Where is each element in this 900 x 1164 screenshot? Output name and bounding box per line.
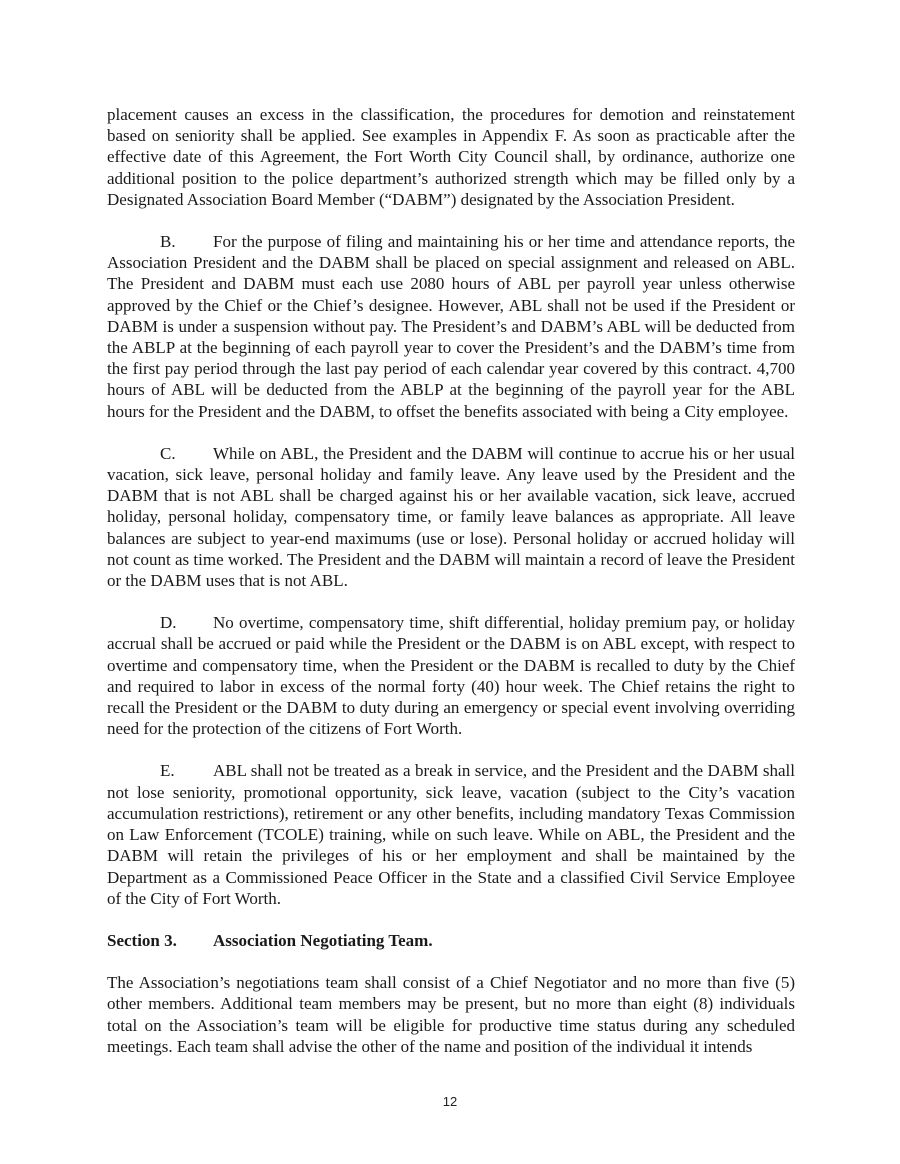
paragraph-c-text: While on ABL, the President and the DABM will continue to accrue his or her usual vacation, sick leave, personal holiday and family leave. Any leave used by the President and the DABM that is not ABL shall be charged against his or her available vacation, sick leave, accrued holiday, personal holiday, compensatory time, or family leave balances as appropriate. All leave balances are subject to year-end maximums (use or lose). Personal holiday or accrued holiday will not count as time worked. The President and the DABM will maintain a record of leave the President or the DABM uses that is not ABL.: [107, 443, 796, 591]
paragraph-c: [107, 443, 795, 591]
paragraph-d-text: No overtime, compensatory time, shift differential, holiday premium pay, or holiday accrual shall be accrued or paid while the President or the DABM is on ABL except, with respect to overtime and compensatory time, when the President or the DABM is recalled to duty by the Chief and required to labor in excess of the normal forty (40) hour week. The Chief retains the right to recall the President or the DABM to duty during an emergency or special event involving overriding need for the protection of the citizens of Fort Worth.: [107, 613, 795, 739]
paragraph-e: [107, 760, 795, 908]
paragraph-d: [107, 612, 795, 739]
section-3-title: Association Negotiating Team.: [213, 930, 433, 950]
paragraph-b: [107, 231, 795, 422]
paragraph-e-text: ABL shall not be treated as a break in service, and the President and the DABM shall not lose seniority, promotional opportunity, sick leave, vacation (subject to the City’s vacation accumulation restrictions), retirement or any other benefits, including mandatory Texas Commission on Law Enforcement (TCOLE) training, while on such leave. While on ABL, the President and the DABM will retain the privileges of his or her employment and shall be maintained by the Department as a Commissioned Peace Officer in the State and a classified Civil Service Employee of the City of Fort Worth.: [107, 761, 795, 908]
paragraph-e-letter: E.: [160, 761, 175, 781]
page-number: 12: [442, 1094, 458, 1109]
paragraph-b-text: For the purpose of filing and maintaining his or her time and attendance reports, the Association President and the DABM shall be placed on special assignment and released on ABL. The President and DABM must each use 2080 hours of ABL per payroll year unless otherwise approved by the Chief or the Chief’s designee. However, ABL shall not be used if the President or DABM is under a suspension without pay. The President’s and DABM’s ABL will be deducted from the ABLP at the beginning of each payroll year to cover the President’s and the DABM’s time from the first pay period through the last pay period of each calendar year covered by this contract. 4,700 hours of ABL will be deducted from the ABLP at the beginning of the payroll year for the ABL hours for the President and the DABM, to offset the benefits associated with being a City employee.: [107, 232, 795, 421]
paragraph-b-letter: B.: [160, 232, 176, 252]
intro-paragraph: placement causes an excess in the classification, the procedures for demotion and reinstatement based on seniority shall be applied. See examples in Appendix F. As soon as practicable after the effective date of this Agreement, the Fort Worth City Council shall, by ordinance, authorize one additional position to the police department’s authorized strength which may be filled only by a Designated Association Board Member (“DABM”) designated by the Association President.: [107, 105, 795, 209]
section-3-heading: [107, 930, 795, 951]
paragraph-d-letter: D.: [160, 613, 177, 633]
section-3-paragraph: The Association’s negotiations team shall consist of a Chief Negotiator and no more than five (5) other members. Additional team members may be present, but no more than eight (8) individuals total on the Association’s team will be eligible for productive time status during any scheduled meetings. Each team shall advise the other of the name and position of the individual it intends: [107, 973, 795, 1056]
document-page: [107, 104, 795, 1057]
section-3-number: Section 3.: [107, 930, 177, 950]
paragraph-c-letter: C.: [160, 443, 176, 463]
